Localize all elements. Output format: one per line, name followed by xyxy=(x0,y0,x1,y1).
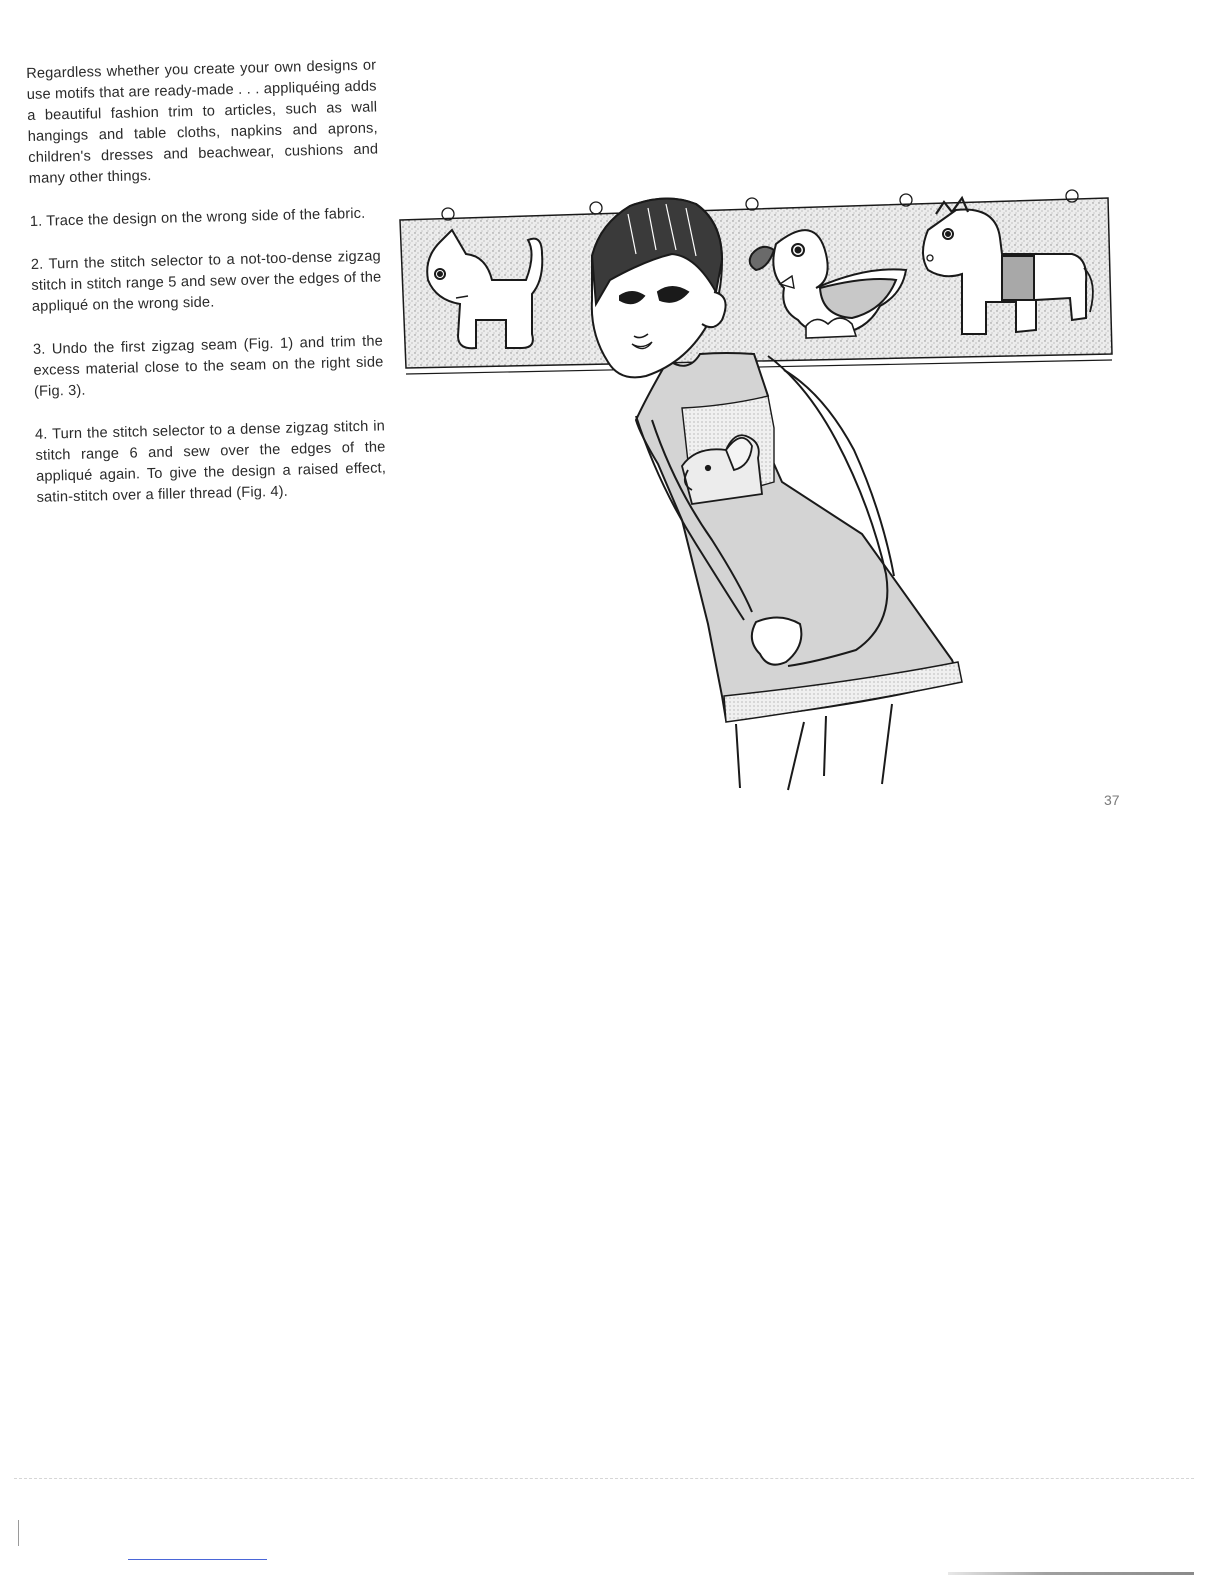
page-number: 37 xyxy=(1104,792,1120,808)
step-2-paragraph: 2. Turn the stitch selector to a not-too-dense zigzag stitch in stitch range 5 and sew over the edges of the appliqué on the wrong side. xyxy=(30,248,382,315)
bottom-rule xyxy=(14,1478,1194,1479)
girl-dress xyxy=(636,353,962,722)
scan-edge-strip xyxy=(948,1572,1194,1575)
body-text-column xyxy=(26,55,387,530)
step-1-paragraph: 1. Trace the design on the wrong side of the fabric. xyxy=(29,205,366,230)
scan-margin-mark xyxy=(18,1520,19,1546)
step-4-paragraph: 4. Turn the stitch selector to a dense zigzag stitch in stitch range 6 and sew over the edges of the appliqué again. To give the design a raised effect, satin-stitch over a filler thread (Fig. 4). xyxy=(34,418,387,506)
step-3-paragraph: 3. Undo the first zigzag seam (Fig. 1) and trim the excess material close to the seam on the right side (Fig. 3). xyxy=(32,333,384,400)
intro-paragraph: Regardless whether you create your own designs or use motifs that are ready-made . . . appliquéing adds a beautiful fashion trim to articles, such as wall hangings and table cloths, napkins and aprons, children's dresses and beachwear, cushions and many other things. xyxy=(26,57,379,187)
girl-illustration xyxy=(396,184,1116,794)
scan-blue-line xyxy=(128,1559,267,1560)
